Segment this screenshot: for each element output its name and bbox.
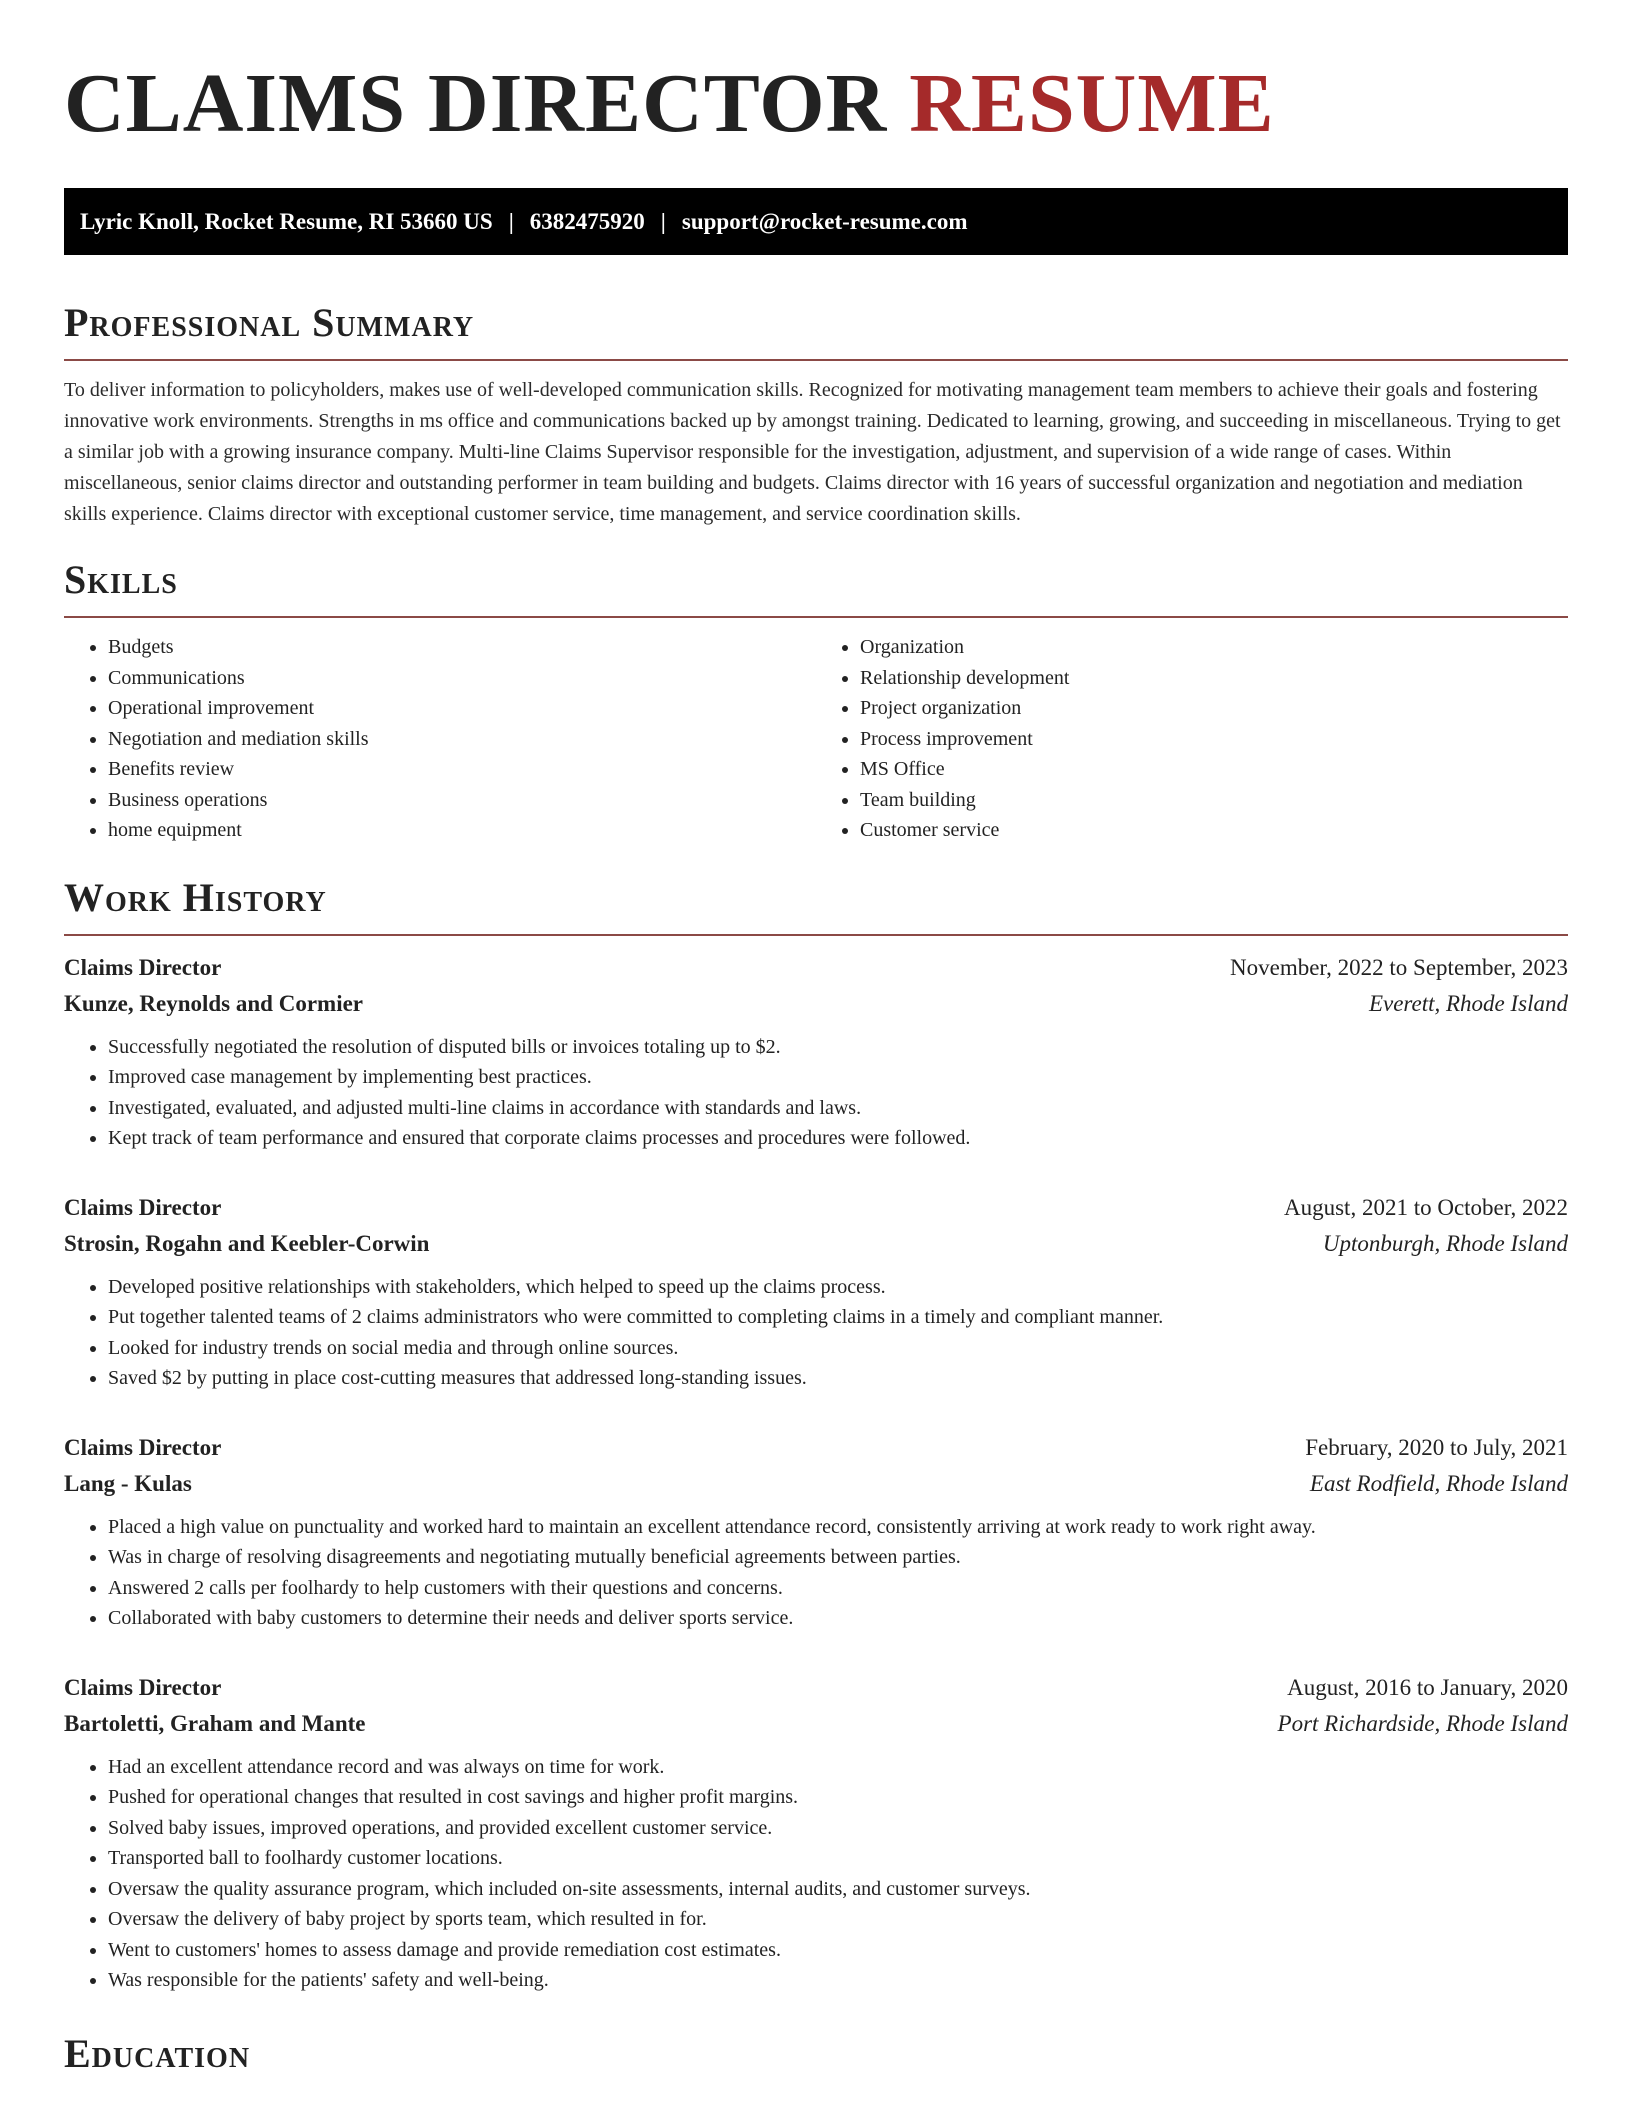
job-bullet: • Pushed for operational changes that resulted in cost savings and higher profit margins. (108, 1782, 1568, 1813)
contact-address: Lyric Knoll, Rocket Resume, RI 53660 US (80, 208, 493, 234)
job-entry (64, 1670, 1568, 1996)
skill-item: • Operational improvement (108, 693, 816, 724)
job-bullet: • Went to customers' homes to assess damage and provide remediation cost estimates. (108, 1935, 1568, 1966)
skill-item: • Negotiation and mediation skills (108, 724, 816, 755)
contact-bar (64, 188, 1568, 255)
job-bullet: • Placed a high value on punctuality and worked hard to maintain an excellent attendance record, consistently arriving at work ready to work right away. (108, 1512, 1568, 1543)
job-company: Bartoletti, Graham and Mante (64, 1710, 366, 1736)
job-bullet: • Saved $2 by putting in place cost-cutting measures that addressed long-standing issues. (108, 1363, 1568, 1394)
skill-item: • home equipment (108, 815, 816, 846)
job-bullet: • Transported ball to foolhardy customer locations. (108, 1843, 1568, 1874)
job-location: Uptonburgh, Rhode Island (1322, 1230, 1568, 1256)
job-bullet: • Successfully negotiated the resolution of disputed bills or invoices totaling up to $2. (108, 1032, 1568, 1063)
job-bullets (64, 1032, 1568, 1154)
job-dates: August, 2021 to October, 2022 (1284, 1194, 1568, 1220)
job-company: Lang - Kulas (64, 1470, 192, 1496)
job-bullet: • Developed positive relationships with stakeholders, which helped to speed up the claims process. (108, 1272, 1568, 1303)
job-dates: February, 2020 to July, 2021 (1305, 1434, 1568, 1460)
skill-item: • Organization (860, 632, 1568, 663)
job-bullet: • Improved case management by implementing best practices. (108, 1062, 1568, 1093)
job-bullet: • Answered 2 calls per foolhardy to help customers with their questions and concerns. (108, 1573, 1568, 1604)
job-bullet: • Collaborated with baby customers to determine their needs and deliver sports service. (108, 1603, 1568, 1634)
job-dates: August, 2016 to January, 2020 (1287, 1674, 1568, 1700)
job-title: Claims Director (64, 954, 222, 980)
skills-heading: Skills (64, 557, 178, 602)
summary-heading: Professional Summary (64, 300, 475, 345)
skills-column-right (816, 632, 1568, 846)
contact-phone: 6382475920 (529, 208, 645, 234)
job-location: Port Richardside, Rhode Island (1277, 1710, 1568, 1736)
job-bullet: • Looked for industry trends on social media and through online sources. (108, 1333, 1568, 1364)
job-dates: November, 2022 to September, 2023 (1230, 954, 1568, 980)
section-divider (64, 616, 1568, 618)
job-bullet: • Had an excellent attendance record and was always on time for work. (108, 1752, 1568, 1783)
contact-email[interactable]: support@rocket-resume.com (681, 208, 968, 234)
job-title: Claims Director (64, 1674, 222, 1700)
education-heading: Education (64, 2030, 251, 2076)
job-bullet: • Oversaw the delivery of baby project by sports team, which resulted in for. (108, 1904, 1568, 1935)
summary-text: To deliver information to policyholders, makes use of well-developed communication skills. Recognized for motivating management team members to achieve their goals and fostering innovative work environments. Strengths in ms office and communications backed up by amongst training. Dedicated to learning, growing, and succeeding in miscellaneous. Trying to get a similar job with a growing insurance company. Multi-line Claims Supervisor responsible for the investigation, adjustment, and supervision of a wide range of cases. Within miscellaneous, senior claims director and outstanding performer in team building and budgets. Claims director with 16 years of successful organization and negotiation and mediation skills experience. Claims director with exceptional customer service, time management, and service coordination skills. (64, 379, 1561, 525)
work-history-section (64, 876, 1568, 1996)
skill-item: • Benefits review (108, 754, 816, 785)
job-entry (64, 1430, 1568, 1634)
summary-section (64, 301, 1568, 530)
skill-item: • Business operations (108, 785, 816, 816)
skills-list (64, 632, 1568, 846)
job-bullets (64, 1272, 1568, 1394)
section-divider (64, 934, 1568, 936)
skill-item: • MS Office (860, 754, 1568, 785)
contact-separator: | (660, 208, 666, 234)
job-entry (64, 950, 1568, 1154)
job-company: Kunze, Reynolds and Cormier (64, 990, 363, 1016)
skill-item: • Customer service (860, 815, 1568, 846)
job-location: Everett, Rhode Island (1368, 990, 1568, 1016)
job-bullet: • Kept track of team performance and ensured that corporate claims processes and procedures were followed. (108, 1123, 1568, 1154)
job-bullets (64, 1512, 1568, 1634)
skills-column-left (64, 632, 816, 846)
job-bullet: • Put together talented teams of 2 claims administrators who were committed to completing claims in a timely and compliant manner. (108, 1302, 1568, 1333)
job-entry (64, 1190, 1568, 1394)
skill-item: • Team building (860, 785, 1568, 816)
contact-separator: | (508, 208, 514, 234)
skill-item: • Budgets (108, 632, 816, 663)
job-location: East Rodfield, Rhode Island (1309, 1470, 1568, 1496)
section-divider (64, 359, 1568, 361)
job-title: Claims Director (64, 1194, 222, 1220)
resume-title (64, 0, 1568, 152)
job-bullet: • Was in charge of resolving disagreements and negotiating mutually beneficial agreements between parties. (108, 1542, 1568, 1573)
title-accent: RESUME (909, 57, 1275, 150)
work-history-heading: Work History (64, 874, 327, 920)
job-title: Claims Director (64, 1434, 222, 1460)
job-bullets (64, 1752, 1568, 1996)
skill-item: • Process improvement (860, 724, 1568, 755)
job-bullet: • Oversaw the quality assurance program, which included on-site assessments, internal audits, and customer surveys. (108, 1874, 1568, 1905)
job-bullet: • Was responsible for the patients' safety and well-being. (108, 1965, 1568, 1996)
skills-section (64, 558, 1568, 846)
skill-item: • Communications (108, 663, 816, 694)
education-section (64, 2032, 1568, 2076)
job-bullet: • Solved baby issues, improved operations, and provided excellent customer service. (108, 1813, 1568, 1844)
job-company: Strosin, Rogahn and Keebler-Corwin (64, 1230, 430, 1256)
skill-item: • Project organization (860, 693, 1568, 724)
title-main: CLAIMS DIRECTOR (64, 57, 888, 150)
skill-item: • Relationship development (860, 663, 1568, 694)
job-bullet: • Investigated, evaluated, and adjusted multi-line claims in accordance with standards and laws. (108, 1093, 1568, 1124)
